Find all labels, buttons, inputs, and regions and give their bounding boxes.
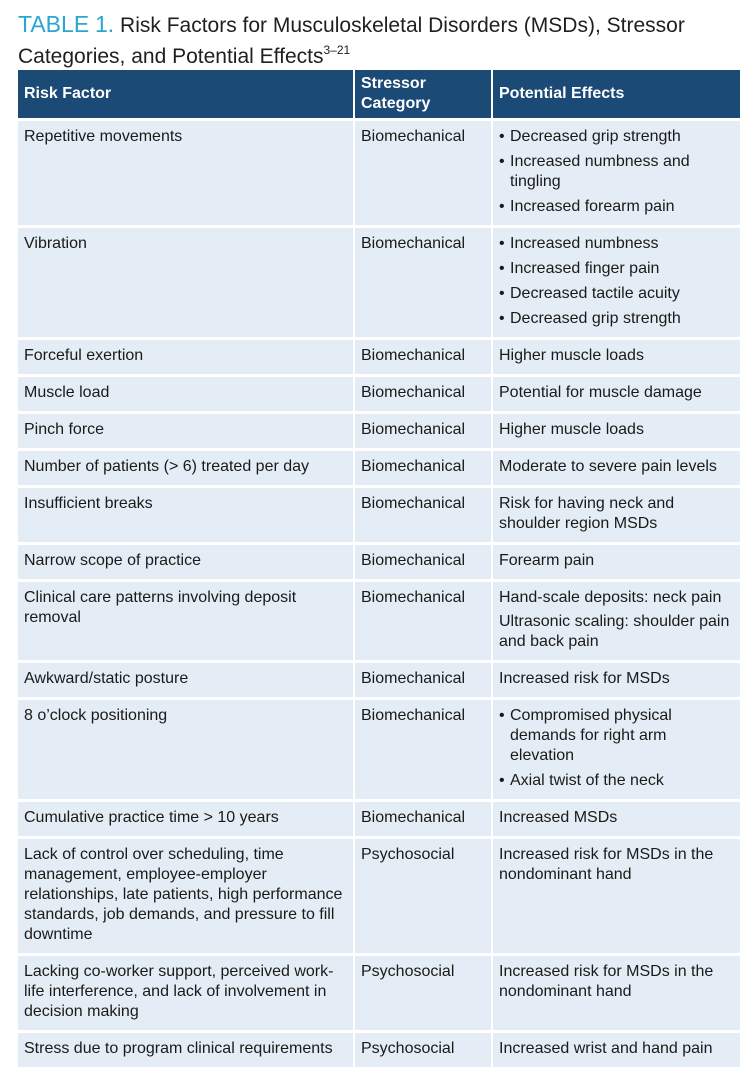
risk-factor-cell: Lacking co-worker support, perceived work-life interference, and lack of involvement in decision making xyxy=(18,955,354,1032)
potential-effects-cell xyxy=(492,376,740,413)
potential-effects-cell xyxy=(492,581,740,662)
risk-factor-cell: Lack of control over scheduling, time management, employee-employer relationships, late patients, high performance standards, job demands, and pressure to fill downtime xyxy=(18,838,354,955)
effect-text: Ultrasonic scaling: shoulder pain and back pain xyxy=(499,612,734,652)
effect-item: • Increased finger pain xyxy=(499,259,734,279)
risk-factor-cell: Vibration xyxy=(18,227,354,339)
table-row xyxy=(18,1032,740,1067)
stressor-category-cell: Biomechanical xyxy=(354,801,492,838)
risk-factor-cell: Narrow scope of practice xyxy=(18,544,354,581)
risk-factor-cell: 8 o’clock positioning xyxy=(18,699,354,801)
potential-effects-cell xyxy=(492,120,740,227)
potential-effects-cell xyxy=(492,838,740,955)
effects-list xyxy=(499,706,734,791)
table-row xyxy=(18,450,740,487)
table-row xyxy=(18,544,740,581)
stressor-category-cell: Biomechanical xyxy=(354,227,492,339)
table-row xyxy=(18,120,740,227)
effect-item: • Axial twist of the neck xyxy=(499,771,734,791)
stressor-category-cell: Biomechanical xyxy=(354,450,492,487)
risk-factor-cell: Forceful exertion xyxy=(18,339,354,376)
effect-text: Increased risk for MSDs in the nondominant hand xyxy=(499,845,734,885)
table-row xyxy=(18,227,740,339)
table-row xyxy=(18,699,740,801)
potential-effects-cell xyxy=(492,339,740,376)
table-row xyxy=(18,955,740,1032)
potential-effects-cell xyxy=(492,955,740,1032)
risk-factor-cell: Cumulative practice time > 10 years xyxy=(18,801,354,838)
effect-item: • Decreased grip strength xyxy=(499,127,734,147)
table-label: TABLE xyxy=(18,11,89,37)
stressor-category-cell: Biomechanical xyxy=(354,699,492,801)
effect-item: • Increased numbness and tingling xyxy=(499,152,734,192)
risk-factors-table-container xyxy=(18,70,740,1067)
stressor-category-cell: Biomechanical xyxy=(354,544,492,581)
risk-factor-cell: Pinch force xyxy=(18,413,354,450)
risk-factor-cell: Awkward/static posture xyxy=(18,662,354,699)
effect-item: • Increased forearm pain xyxy=(499,197,734,217)
potential-effects-cell xyxy=(492,1032,740,1067)
table-body xyxy=(18,120,740,1067)
table-title-text: Risk Factors for Musculoskeletal Disorders (MSDs), Stressor Categories, and Potential Effects xyxy=(18,14,685,68)
potential-effects-cell xyxy=(492,487,740,544)
stressor-category-cell: Psychosocial xyxy=(354,838,492,955)
table-row xyxy=(18,801,740,838)
header-potential-effects: Potential Effects xyxy=(492,70,740,120)
table-caption xyxy=(18,12,748,69)
potential-effects-cell xyxy=(492,544,740,581)
effect-item: • Compromised physical demands for right arm elevation xyxy=(499,706,734,766)
risk-factor-cell: Stress due to program clinical requirements xyxy=(18,1032,354,1067)
effect-text: Increased wrist and hand pain xyxy=(499,1039,734,1059)
effect-text: Forearm pain xyxy=(499,551,734,571)
effect-text: Increased MSDs xyxy=(499,808,734,828)
header-risk-factor: Risk Factor xyxy=(18,70,354,120)
table-row xyxy=(18,376,740,413)
risk-factors-table xyxy=(18,70,740,1067)
stressor-category-cell: Psychosocial xyxy=(354,1032,492,1067)
table-number: 1. xyxy=(95,11,114,37)
potential-effects-cell xyxy=(492,662,740,699)
effect-item: • Decreased tactile acuity xyxy=(499,284,734,304)
effect-text: Higher muscle loads xyxy=(499,420,734,440)
table-row xyxy=(18,487,740,544)
effect-text: Increased risk for MSDs xyxy=(499,669,734,689)
stressor-category-cell: Biomechanical xyxy=(354,376,492,413)
table-row xyxy=(18,838,740,955)
risk-factor-cell: Clinical care patterns involving deposit removal xyxy=(18,581,354,662)
risk-factor-cell: Muscle load xyxy=(18,376,354,413)
risk-factor-cell: Insufficient breaks xyxy=(18,487,354,544)
effects-list xyxy=(499,234,734,329)
reference-superscript: 3–21 xyxy=(323,43,350,57)
table-row xyxy=(18,413,740,450)
effect-text: Increased risk for MSDs in the nondominant hand xyxy=(499,962,734,1002)
effect-text: Potential for muscle damage xyxy=(499,383,734,403)
table-row xyxy=(18,339,740,376)
stressor-category-cell: Biomechanical xyxy=(354,339,492,376)
potential-effects-cell xyxy=(492,699,740,801)
stressor-category-cell: Biomechanical xyxy=(354,120,492,227)
stressor-category-cell: Biomechanical xyxy=(354,581,492,662)
stressor-category-cell: Biomechanical xyxy=(354,487,492,544)
effects-list xyxy=(499,127,734,217)
stressor-category-cell: Biomechanical xyxy=(354,662,492,699)
table-title xyxy=(18,12,748,69)
effect-item: • Decreased grip strength xyxy=(499,309,734,329)
potential-effects-cell xyxy=(492,227,740,339)
header-row xyxy=(18,70,740,120)
header-stressor-category: Stressor Category xyxy=(354,70,492,120)
potential-effects-cell xyxy=(492,450,740,487)
table-row xyxy=(18,581,740,662)
effect-text: Risk for having neck and shoulder region MSDs xyxy=(499,494,734,534)
effect-text: Hand-scale deposits: neck pain xyxy=(499,588,734,608)
table-row xyxy=(18,662,740,699)
potential-effects-cell xyxy=(492,801,740,838)
stressor-category-cell: Psychosocial xyxy=(354,955,492,1032)
risk-factor-cell: Number of patients (> 6) treated per day xyxy=(18,450,354,487)
stressor-category-cell: Biomechanical xyxy=(354,413,492,450)
potential-effects-cell xyxy=(492,413,740,450)
risk-factor-cell: Repetitive movements xyxy=(18,120,354,227)
effect-item: • Increased numbness xyxy=(499,234,734,254)
effect-text: Moderate to severe pain levels xyxy=(499,457,734,477)
effect-text: Higher muscle loads xyxy=(499,346,734,366)
